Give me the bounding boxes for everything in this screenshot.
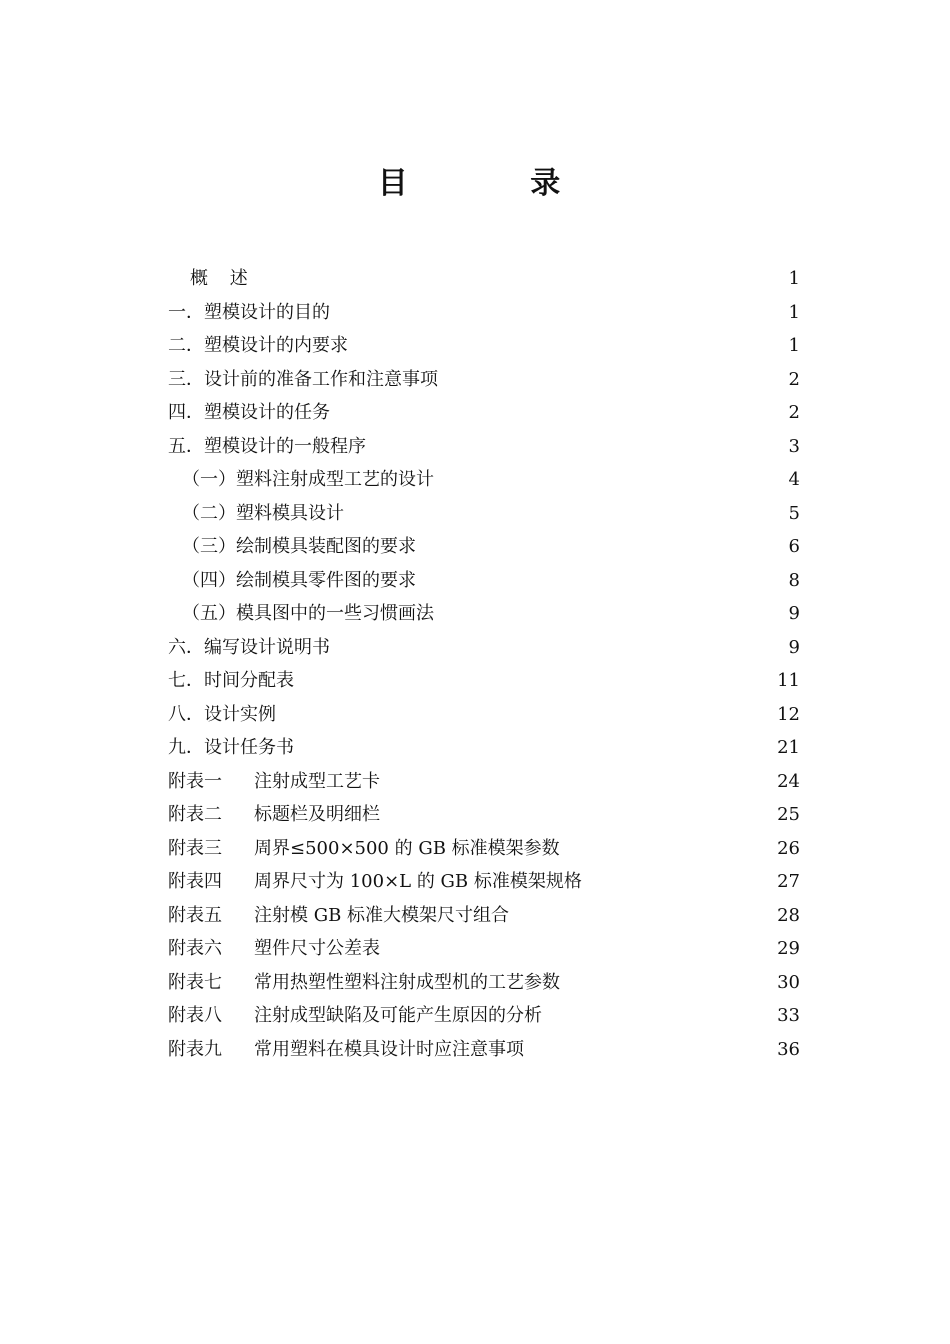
- toc-entry-title: 三．设计前的准备工作和注意事项: [168, 368, 438, 390]
- toc-entry-prefix: 附表四: [168, 871, 222, 892]
- toc-entry-page-number: 28: [777, 904, 800, 926]
- toc-entry-title: 概 述: [190, 268, 256, 289]
- toc-entry-page-number: 33: [777, 1005, 800, 1026]
- toc-entry-label: [182, 497, 344, 531]
- toc-entry-title: 八．设计实例: [168, 703, 276, 725]
- toc-entry-page-number: 1: [788, 335, 800, 356]
- toc-entry-page-number: 9: [788, 636, 800, 658]
- toc-entry-title: 一．塑模设计的目的: [168, 301, 330, 323]
- toc-entry: [168, 698, 800, 732]
- toc-entry-prefix: 附表五: [168, 904, 222, 926]
- toc-entry-title: 六．编写设计说明书: [168, 636, 330, 658]
- toc-entry-prefix: 附表三: [168, 837, 222, 859]
- toc-entry: [168, 296, 800, 330]
- toc-entry: [168, 1033, 800, 1067]
- table-of-contents: [168, 262, 800, 1066]
- toc-entry-prefix: 附表二: [168, 804, 222, 825]
- toc-entry: [168, 363, 800, 397]
- toc-entry-title: （二）塑料模具设计: [182, 502, 344, 524]
- toc-entry-title: 常用塑料在模具设计时应注意事项: [254, 1038, 524, 1060]
- toc-entry-title: 四．塑模设计的任务: [168, 402, 330, 423]
- toc-entry-label: [168, 731, 294, 765]
- toc-entry-label: [182, 597, 434, 631]
- toc-entry-page-number: 12: [777, 703, 800, 725]
- toc-entry: [168, 765, 800, 799]
- toc-entry-title: 九．设计任务书: [168, 737, 294, 758]
- toc-entry: [168, 463, 800, 497]
- toc-entry-label: [182, 564, 416, 598]
- toc-entry-page-number: 36: [777, 1038, 800, 1060]
- toc-entry: [168, 530, 800, 564]
- toc-entry-title: 五．塑模设计的一般程序: [168, 435, 366, 457]
- toc-entry: [168, 865, 800, 899]
- toc-entry: [168, 430, 800, 464]
- toc-entry-label: [168, 396, 330, 430]
- toc-entry-page-number: 11: [777, 670, 800, 691]
- toc-entry-title: 塑件尺寸公差表: [254, 938, 380, 959]
- toc-entry-title: 注射成型工艺卡: [254, 770, 380, 792]
- toc-entry: [168, 564, 800, 598]
- toc-entry-label: [182, 463, 434, 497]
- toc-entry-label: [168, 631, 330, 665]
- toc-entry-page-number: 29: [777, 938, 800, 959]
- toc-entry-title: （四）绘制模具零件图的要求: [182, 569, 416, 591]
- toc-entry: [168, 262, 800, 296]
- toc-entry: [168, 899, 800, 933]
- toc-entry-page-number: 2: [788, 368, 800, 390]
- toc-entry: [168, 798, 800, 832]
- toc-entry-title: 周界≤500×500 的 GB 标准模架参数: [254, 837, 560, 859]
- toc-entry-label: [168, 430, 366, 464]
- toc-entry: [168, 631, 800, 665]
- toc-entry-label: [168, 664, 294, 698]
- toc-entry-title: 七．时间分配表: [168, 670, 294, 691]
- toc-entry: [168, 832, 800, 866]
- toc-entry-label: [168, 832, 560, 866]
- toc-entry-title: 注射成型缺陷及可能产生原因的分析: [254, 1005, 542, 1026]
- toc-entry: [168, 664, 800, 698]
- toc-entry-page-number: 2: [788, 402, 800, 423]
- toc-entry-prefix: 附表七: [168, 971, 222, 993]
- toc-entry-page-number: 24: [777, 770, 800, 792]
- toc-entry-page-number: 8: [788, 569, 800, 591]
- toc-entry-page-number: 3: [788, 435, 800, 457]
- toc-entry-label: [168, 698, 276, 732]
- toc-entry: [168, 597, 800, 631]
- toc-entry: [168, 396, 800, 430]
- toc-entry-title: 标题栏及明细栏: [254, 804, 380, 825]
- toc-entry-prefix: 附表九: [168, 1038, 222, 1060]
- toc-entry-title: 注射模 GB 标准大模架尺寸组合: [254, 904, 510, 926]
- toc-entry-label: [168, 363, 438, 397]
- toc-entry-title: 周界尺寸为 100×L 的 GB 标准模架规格: [254, 871, 582, 892]
- toc-entry-title: 常用热塑性塑料注射成型机的工艺参数: [254, 971, 560, 993]
- toc-entry-title: （五）模具图中的一些习惯画法: [182, 603, 434, 624]
- toc-entry-label: [168, 932, 380, 966]
- toc-entry-page-number: 21: [777, 737, 800, 758]
- toc-entry-title: 二．塑模设计的内要求: [168, 335, 348, 356]
- toc-entry: [168, 329, 800, 363]
- toc-entry: [168, 966, 800, 1000]
- toc-entry-label: [182, 530, 416, 564]
- toc-entry-label: [168, 899, 509, 933]
- toc-entry-label: [190, 262, 256, 296]
- toc-entry-prefix: 附表六: [168, 938, 222, 959]
- toc-entry-label: [168, 966, 560, 1000]
- toc-entry-page-number: 1: [788, 301, 800, 323]
- toc-entry: [168, 497, 800, 531]
- toc-entry-page-number: 6: [788, 536, 800, 557]
- toc-entry: [168, 999, 800, 1033]
- page-title: 目 录: [377, 166, 617, 201]
- toc-entry-label: [168, 865, 582, 899]
- toc-entry-label: [168, 1033, 524, 1067]
- toc-entry: [168, 932, 800, 966]
- toc-entry: [168, 731, 800, 765]
- toc-entry-page-number: 5: [788, 502, 800, 524]
- toc-entry-page-number: 4: [788, 469, 800, 490]
- toc-entry-label: [168, 798, 380, 832]
- toc-entry-page-number: 1: [788, 268, 800, 289]
- toc-entry-prefix: 附表八: [168, 1005, 222, 1026]
- toc-entry-page-number: 9: [788, 603, 800, 624]
- toc-entry-page-number: 25: [777, 804, 800, 825]
- toc-entry-label: [168, 329, 348, 363]
- toc-entry-label: [168, 765, 380, 799]
- toc-entry-page-number: 26: [777, 837, 800, 859]
- toc-entry-title: （三）绘制模具装配图的要求: [182, 536, 416, 557]
- toc-entry-label: [168, 296, 330, 330]
- toc-entry-label: [168, 999, 542, 1033]
- toc-entry-page-number: 30: [777, 971, 800, 993]
- toc-entry-title: （一）塑料注射成型工艺的设计: [182, 469, 434, 490]
- toc-entry-prefix: 附表一: [168, 770, 222, 792]
- toc-entry-page-number: 27: [777, 871, 800, 892]
